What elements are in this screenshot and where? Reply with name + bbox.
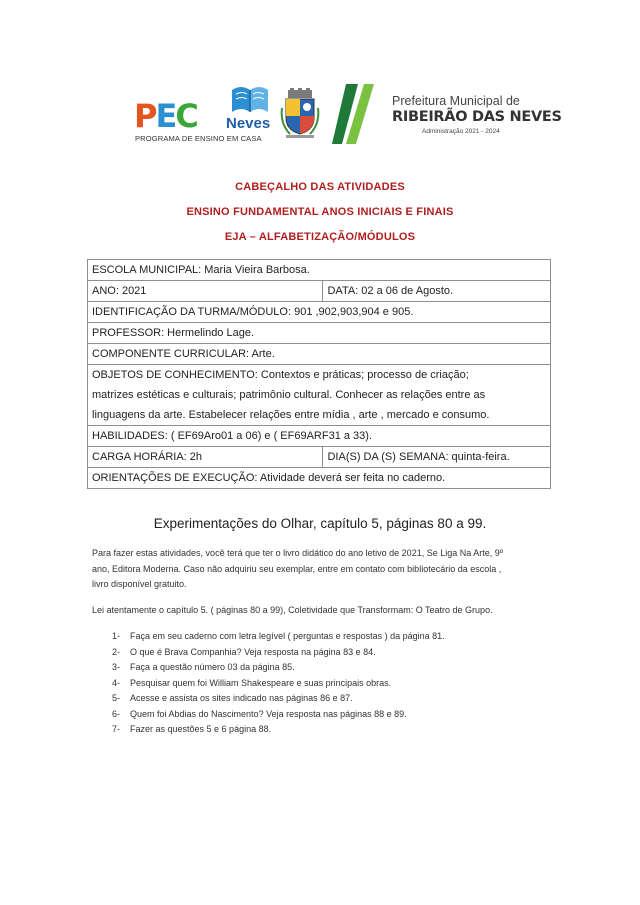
task-number: 2- xyxy=(112,646,121,657)
list-item xyxy=(112,691,445,707)
prefeitura-city-name: RIBEIRÃO DAS NEVES xyxy=(392,109,562,125)
pec-letter-p: P xyxy=(134,97,156,135)
pec-letter-e: E xyxy=(155,97,176,135)
info-table xyxy=(87,259,551,489)
table-row xyxy=(88,468,551,489)
professor-cell: PROFESSOR: Hermelindo Lage. xyxy=(88,323,551,344)
intro-line: ano, Editora Moderna. Caso não adquiriu seu exemplar, entre em contato com bibliotecário da escola , xyxy=(92,563,502,574)
objetos-line: matrizes estéticas e culturais; patrimônio cultural. Conhecer as relações entre as xyxy=(92,389,486,401)
list-item xyxy=(112,660,445,676)
task-text: Pesquisar quem foi William Shakespeare e suas principais obras. xyxy=(130,677,392,688)
task-text: Fazer as questões 5 e 6 página 88. xyxy=(130,724,272,734)
table-row xyxy=(88,302,551,323)
heading-ensino-fundamental: ENSINO FUNDAMENTAL ANOS INICIAIS E FINAIS xyxy=(186,206,454,218)
open-book-icon xyxy=(230,84,270,114)
data-cell: DATA: 02 a 06 de Agosto. xyxy=(323,281,551,302)
header-logos xyxy=(132,82,562,150)
list-item xyxy=(112,676,445,692)
green-stripes-icon xyxy=(332,84,374,144)
prefeitura-logo xyxy=(392,94,562,135)
heading-cabecalho: CABEÇALHO DAS ATIVIDADES xyxy=(235,181,405,193)
task-number: 5- xyxy=(112,693,121,703)
intro-line: Para fazer estas atividades, você terá que ter o livro didático do ano letivo de 2021, Se Liga Na Arte, 9º xyxy=(92,548,504,558)
task-text: Faça em seu caderno com letra legível ( perguntas e respostas ) da página 81. xyxy=(130,631,445,641)
task-number: 4- xyxy=(112,677,121,688)
intro-paragraph xyxy=(92,546,552,593)
pec-letters xyxy=(134,97,197,135)
prefeitura-administration: Administração 2021 - 2024 xyxy=(422,128,500,135)
task-list xyxy=(112,629,445,738)
activity-title: Experimentações do Olhar, capítulo 5, páginas 80 a 99. xyxy=(153,516,487,531)
task-number: 1- xyxy=(112,631,121,641)
table-row xyxy=(88,281,551,302)
task-text: Quem foi Abdias do Nascimento? Veja resposta nas páginas 88 e 89. xyxy=(130,708,407,719)
objetos-line: OBJETOS DE CONHECIMENTO: Contextos e práticas; processo de criação; xyxy=(92,369,469,381)
task-text: Acesse e assista os sites indicado nas páginas 86 e 87. xyxy=(130,693,353,703)
carga-cell: CARGA HORÁRIA: 2h xyxy=(88,447,323,468)
table-row xyxy=(88,426,551,447)
escola-cell: ESCOLA MUNICIPAL: Maria Vieira Barbosa. xyxy=(88,260,551,281)
table-row xyxy=(88,260,551,281)
heading-eja: EJA – ALFABETIZAÇÃO/MÓDULOS xyxy=(224,231,416,243)
componente-cell: COMPONENTE CURRICULAR: Arte. xyxy=(88,344,551,365)
pec-logo xyxy=(132,82,278,144)
intro-line: livro disponível gratuito. xyxy=(92,579,187,589)
municipal-crest-icon xyxy=(280,88,320,140)
task-number: 6- xyxy=(112,708,121,719)
list-item xyxy=(112,722,445,738)
objetos-cell xyxy=(88,365,551,426)
task-number: 7- xyxy=(112,724,121,734)
objetos-line: linguagens da arte. Estabelecer relações entre mídia , arte , mercado e consumo. xyxy=(92,409,490,421)
task-number: 3- xyxy=(112,662,121,672)
habilidades-cell: HABILIDADES: ( EF69Aro01 a 06) e ( EF69ARF31 a 33). xyxy=(88,426,551,447)
pec-subtitle: PROGRAMA DE ENSINO EM CASA xyxy=(135,134,262,143)
task-text: Faça a questão número 03 da página 85. xyxy=(130,662,295,672)
instruction-paragraph: Lei atentamente o capítulo 5. ( páginas 80 a 99), Coletividade que Transformam: O Teatro de Grupo. xyxy=(92,605,493,615)
table-row xyxy=(88,323,551,344)
prefeitura-line1: Prefeitura Municipal de xyxy=(392,94,520,108)
list-item xyxy=(112,707,445,723)
ano-cell: ANO: 2021 xyxy=(88,281,323,302)
pec-neves-word: Neves xyxy=(226,115,271,132)
task-text: O que é Brava Companhia? Veja resposta na página 83 e 84. xyxy=(130,646,376,657)
list-item xyxy=(112,629,445,645)
dias-cell: DIA(S) DA (S) SEMANA: quinta-feira. xyxy=(323,447,551,468)
orientacoes-cell: ORIENTAÇÕES DE EXECUÇÃO: Atividade deverá ser feita no caderno. xyxy=(88,468,551,489)
table-row xyxy=(88,447,551,468)
list-item xyxy=(112,645,445,661)
turma-cell: IDENTIFICAÇÃO DA TURMA/MÓDULO: 901 ,902,903,904 e 905. xyxy=(88,302,551,323)
pec-letter-c: C xyxy=(175,97,197,135)
table-row xyxy=(88,365,551,426)
table-row xyxy=(88,344,551,365)
